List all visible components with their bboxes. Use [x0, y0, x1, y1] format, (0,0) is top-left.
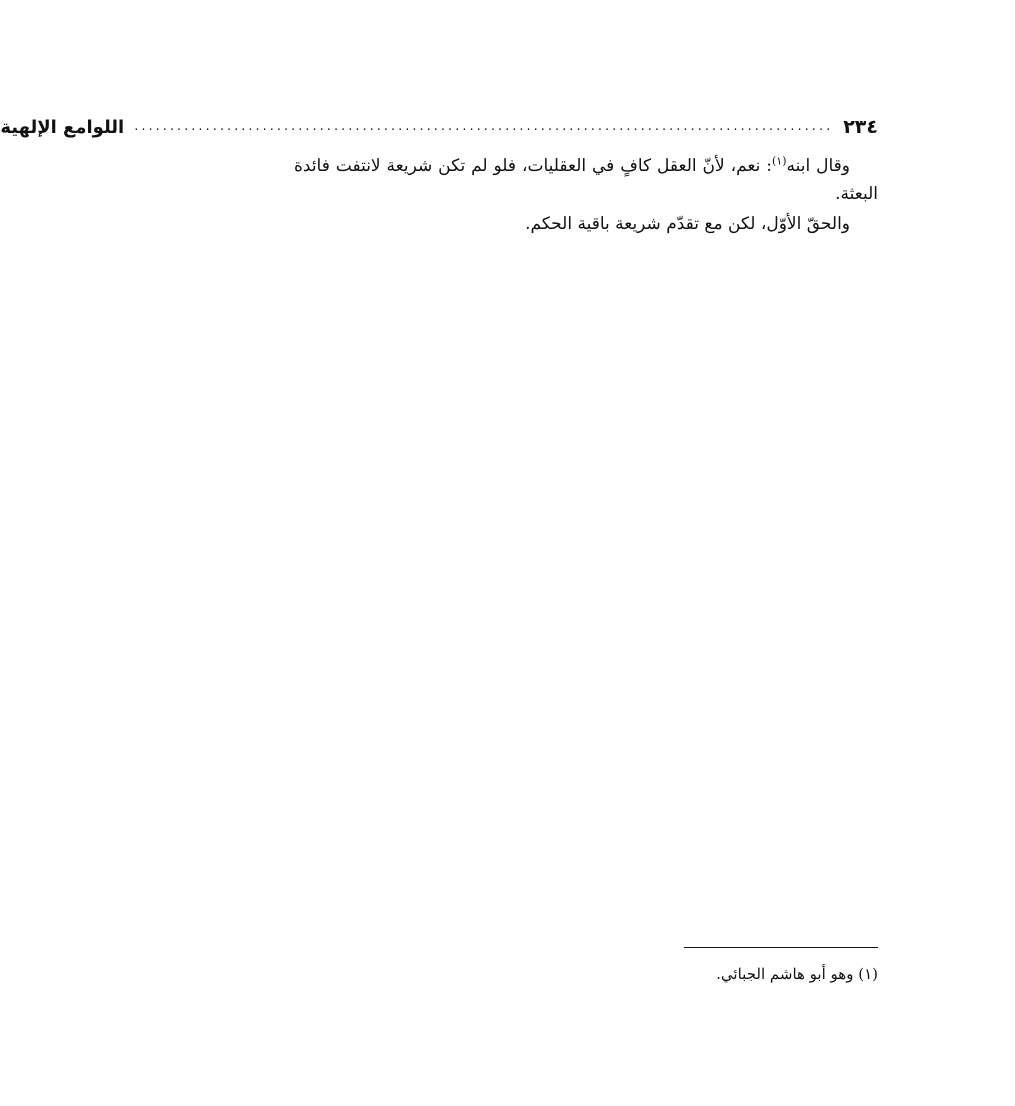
footnote-reference[interactable]: (١) — [771, 154, 787, 168]
running-title: اللوامع الإلهية — [0, 116, 125, 138]
footnote-1: (١) وهو أبو هاشم الجبائي. — [716, 965, 878, 983]
paragraph-1-lead: وقال ابنه — [786, 156, 850, 176]
paragraph-2: والحقّ الأوّل، لكن مع تقدّم شريعة باقية الحكم. — [525, 214, 850, 234]
running-header — [0, 112, 878, 142]
footnote-separator — [684, 947, 878, 948]
page-number: ٢٣٤ — [843, 116, 878, 138]
body-text — [294, 152, 878, 238]
dot-leader: .................................................................................................. — [134, 119, 834, 134]
paragraph-1 — [294, 152, 878, 208]
paragraph-1-rest: : نعم، لأنّ العقل كافٍ في العقليات، فلو لم تكن شريعة لانتفت فائدة البعثة. — [294, 156, 878, 204]
